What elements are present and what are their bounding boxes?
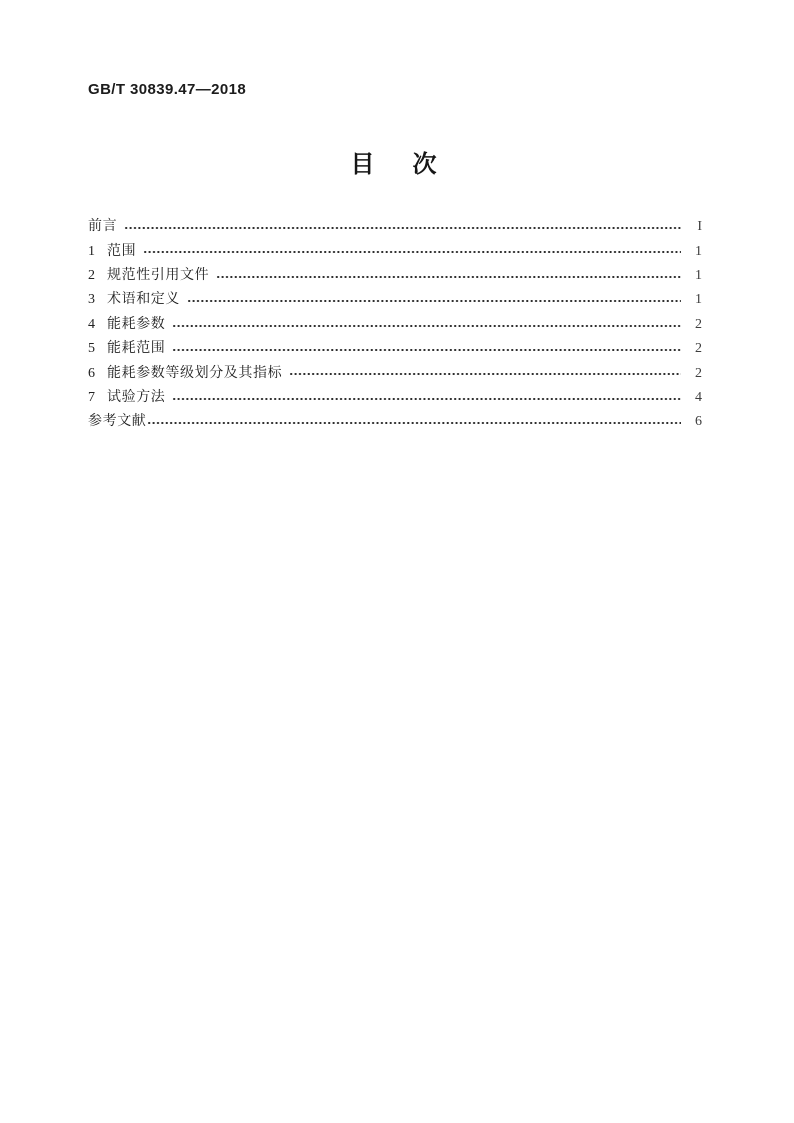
toc-entry-label: 前言	[88, 219, 118, 235]
dot-leader	[172, 313, 681, 337]
dot-leader	[216, 264, 681, 288]
toc-entry-number: 1	[88, 243, 95, 259]
toc-entry-page-number: 6	[695, 414, 702, 430]
dot-leader	[143, 239, 681, 263]
toc-entry-number: 6	[88, 365, 95, 381]
toc-entry-page-number: 2	[695, 316, 702, 332]
toc-entry-page-number: 1	[695, 267, 702, 283]
toc-entry-4-energy-parameters	[88, 313, 702, 337]
dot-leader	[172, 337, 681, 361]
toc-entry-number: 2	[88, 267, 95, 283]
toc-entry-label: 术语和定义	[107, 292, 180, 308]
toc-entry-references	[88, 410, 702, 434]
toc-entry-page-number: 4	[695, 389, 702, 405]
toc-title: 目 次	[350, 152, 444, 178]
toc-entry-page-number: 1	[695, 243, 702, 259]
toc-entry-page-number: 2	[695, 341, 702, 357]
toc-entry-7-test-methods	[88, 386, 702, 410]
toc-entry-6-grading-and-indicators	[88, 361, 702, 385]
toc-entry-number: 5	[88, 341, 95, 357]
toc-entry-label: 能耗参数	[107, 316, 166, 332]
dot-leader	[187, 288, 681, 312]
toc-entry-foreword	[88, 215, 702, 239]
toc-entry-label: 规范性引用文件	[107, 267, 210, 283]
toc-entry-label: 能耗参数等级划分及其指标	[107, 365, 283, 381]
toc-entry-number: 4	[88, 316, 95, 332]
toc-entry-5-energy-range	[88, 337, 702, 361]
dot-leader	[289, 361, 681, 385]
dot-leader	[124, 215, 681, 239]
toc-entry-label: 能耗范围	[107, 341, 166, 357]
standard-code: GB/T 30839.47—2018	[88, 81, 247, 98]
dot-leader	[172, 386, 681, 410]
toc-entry-number: 3	[88, 292, 95, 308]
dot-leader	[147, 410, 681, 434]
toc-entry-label: 参考文献	[88, 414, 147, 430]
toc-entry-3-terms-and-definitions	[88, 288, 702, 312]
toc-entry-label: 范围	[107, 243, 137, 259]
toc-entry-page-number: 2	[695, 365, 702, 381]
toc-entry-2-normative-references	[88, 264, 702, 288]
toc-entry-number: 7	[88, 389, 95, 405]
toc-entry-label: 试验方法	[107, 389, 166, 405]
toc-list	[88, 215, 702, 435]
toc-entry-1-scope	[88, 239, 702, 263]
toc-entry-page-number: I	[697, 219, 702, 235]
toc-entry-page-number: 1	[695, 292, 702, 308]
